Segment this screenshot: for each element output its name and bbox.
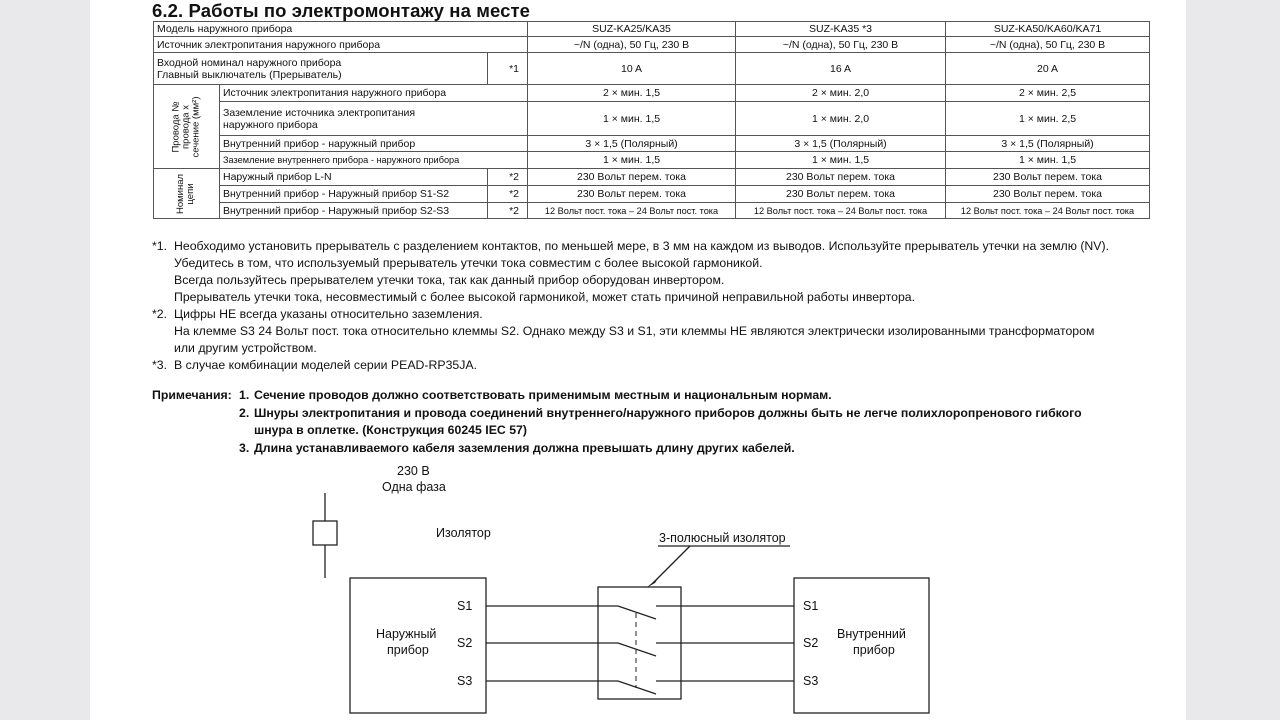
power-label: Источник электропитания наружного прибора bbox=[154, 37, 528, 53]
document-page bbox=[90, 0, 1186, 720]
wires-group-label bbox=[154, 85, 220, 169]
wire-row-label-line-1: Заземление источника электропитания bbox=[223, 106, 416, 119]
wire-row-label: Внутренний прибор - наружный прибор bbox=[220, 136, 528, 152]
footnotes bbox=[152, 238, 1162, 374]
footnote-line: Цифры НЕ всегда указаны относительно заземления. bbox=[174, 307, 483, 321]
isolator-box bbox=[313, 521, 337, 545]
breaker-label bbox=[154, 53, 488, 85]
wire-value: 2 × мин. 1,5 bbox=[528, 85, 736, 102]
wire-value: 1 × мин. 1,5 bbox=[736, 152, 946, 169]
remarks-heading: Примечания: bbox=[152, 388, 232, 402]
table-row bbox=[154, 169, 1150, 186]
wire-value: 1 × мин. 2,0 bbox=[736, 102, 946, 136]
footnote-mark: *2. bbox=[152, 307, 168, 321]
table-row bbox=[154, 37, 1150, 53]
wire-row-label-line-2: наружного прибора bbox=[223, 118, 318, 131]
model-1: SUZ-KA25/KA35 bbox=[528, 22, 736, 37]
remark-line: Сечение проводов должно соответствовать применимым местным и национальным нормам. bbox=[254, 388, 832, 402]
remark-item bbox=[239, 387, 1144, 405]
group2-line-1: Номинал bbox=[175, 173, 187, 214]
table-row bbox=[154, 152, 1150, 169]
breaker-label-line-2: Главный выключатель (Прерыватель) bbox=[157, 68, 342, 81]
circuit-value: 230 Вольт перем. тока bbox=[736, 169, 946, 186]
circuit-value: 230 Вольт перем. тока bbox=[946, 169, 1150, 186]
model-3: SUZ-KA50/KA60/KA71 bbox=[946, 22, 1150, 37]
circuit-row-label: Внутренний прибор - Наружный прибор S1-S2 bbox=[220, 186, 488, 203]
circuit-value: 12 Вольт пост. тока – 24 Вольт пост. тока bbox=[736, 203, 946, 219]
wire-value: 1 × мин. 2,5 bbox=[946, 102, 1150, 136]
wire-value: 1 × мин. 1,5 bbox=[528, 102, 736, 136]
table-row bbox=[154, 85, 1150, 102]
section-title: 6.2. Работы по электромонтажу на месте bbox=[152, 0, 531, 21]
circuit-value: 12 Вольт пост. тока – 24 Вольт пост. тока bbox=[528, 203, 736, 219]
table-row bbox=[154, 102, 1150, 136]
label-leader-arrowhead bbox=[646, 577, 659, 588]
circuit-mark: *2 bbox=[488, 203, 528, 219]
power-value-1: ~/N (одна), 50 Гц, 230 В bbox=[528, 37, 736, 53]
remark-item bbox=[239, 405, 1144, 440]
indoor-unit-label-1: Внутренний bbox=[837, 627, 906, 641]
switch-blade-2 bbox=[618, 643, 656, 656]
footnote-line: или другим устройством. bbox=[174, 341, 317, 355]
footnote-line: Убедитесь в том, что используемый прерыватель утечки тока совместим с более высокой гармоникой. bbox=[174, 256, 763, 270]
wire-value: 1 × мин. 1,5 bbox=[528, 152, 736, 169]
breaker-value-2: 16 A bbox=[736, 53, 946, 85]
switch-blade-1 bbox=[618, 606, 656, 619]
indoor-terminal-s3: S3 bbox=[803, 674, 819, 688]
table-row bbox=[154, 136, 1150, 152]
footnote-mark: *3. bbox=[152, 358, 168, 372]
breaker-mark: *1 bbox=[488, 53, 528, 85]
circuit-value: 230 Вольт перем. тока bbox=[528, 186, 736, 203]
remarks-list bbox=[239, 387, 1144, 457]
wiring-diagram bbox=[90, 455, 1186, 720]
indoor-terminal-s2: S2 bbox=[803, 636, 819, 650]
wire-row-label: Заземление внутреннего прибора - наружного прибора bbox=[220, 152, 528, 169]
footnote-line: В случае комбинации моделей серии PEAD-RP35JA. bbox=[174, 358, 478, 372]
circuit-row-label: Наружный прибор L-N bbox=[220, 169, 488, 186]
table-row bbox=[154, 53, 1150, 85]
circuit-mark: *2 bbox=[488, 169, 528, 186]
wire-value: 3 × 1,5 (Полярный) bbox=[736, 136, 946, 152]
outdoor-unit-label-1: Наружный bbox=[376, 627, 437, 641]
footnote-line: Прерыватель утечки тока, несовместимый с более высокой гармоникой, может стать причиной неправильной работы инвертора. bbox=[174, 290, 916, 304]
breaker-label-line-1: Входной номинал наружного прибора bbox=[157, 56, 342, 69]
model-2: SUZ-KA35 *3 bbox=[736, 22, 946, 37]
table-row bbox=[154, 203, 1150, 219]
outdoor-unit-label-2: прибор bbox=[387, 643, 429, 657]
wire-value: 1 × мин. 1,5 bbox=[946, 152, 1150, 169]
circuit-value: 12 Вольт пост. тока – 24 Вольт пост. тока bbox=[946, 203, 1150, 219]
wire-value: 2 × мин. 2,0 bbox=[736, 85, 946, 102]
footnote-1 bbox=[152, 238, 1162, 306]
table-row bbox=[154, 186, 1150, 203]
remark-number: 2. bbox=[239, 405, 250, 420]
circuit-value: 230 Вольт перем. тока bbox=[528, 169, 736, 186]
indoor-terminal-s1: S1 bbox=[803, 599, 819, 613]
model-label: Модель наружного прибора bbox=[154, 22, 528, 37]
wire-value: 3 × 1,5 (Полярный) bbox=[528, 136, 736, 152]
group2-line-2: цепи bbox=[185, 182, 197, 205]
remark-line: Длина устанавливаемого кабеля заземления должна превышать длину других кабелей. bbox=[254, 440, 795, 455]
remark-line: Шнуры электропитания и провода соединений внутреннего/наружного приборов должны быть не легче полихлоропренового гибкого bbox=[254, 405, 1082, 420]
footnote-3 bbox=[152, 357, 1162, 374]
breaker-value-1: 10 A bbox=[528, 53, 736, 85]
circuit-value: 230 Вольт перем. тока bbox=[736, 186, 946, 203]
diagram-drawing bbox=[90, 455, 1186, 720]
footnote-line: Всегда пользуйтесь прерывателем утечки тока, так как данный прибор оборудован инвертором. bbox=[174, 273, 725, 287]
group1-line-1: Провода № bbox=[170, 100, 182, 153]
group1-line-2: провода x bbox=[180, 104, 192, 149]
circuit-group-label bbox=[154, 169, 220, 219]
wiring-spec-table bbox=[153, 21, 1150, 219]
supply-voltage-label: 230 В bbox=[397, 464, 430, 478]
power-value-3: ~/N (одна), 50 Гц, 230 В bbox=[946, 37, 1150, 53]
outdoor-terminal-s2: S2 bbox=[457, 636, 473, 650]
wire-value: 2 × мин. 2,5 bbox=[946, 85, 1150, 102]
footnote-mark: *1. bbox=[152, 239, 168, 253]
remark-number: 3. bbox=[239, 440, 250, 455]
table-row bbox=[154, 22, 1150, 37]
circuit-group-text bbox=[177, 173, 197, 213]
isolator-label: Изолятор bbox=[436, 526, 491, 540]
remark-line: шнура в оплетке. (Конструкция 60245 IEC 57) bbox=[254, 423, 527, 437]
outdoor-terminal-s3: S3 bbox=[457, 674, 473, 688]
remark-number: 1. bbox=[239, 388, 250, 402]
circuit-row-label: Внутренний прибор - Наружный прибор S2-S3 bbox=[220, 203, 488, 219]
wire-value: 3 × 1,5 (Полярный) bbox=[946, 136, 1150, 152]
three-pole-isolator-label: 3-полюсный изолятор bbox=[659, 531, 786, 545]
circuit-value: 230 Вольт перем. тока bbox=[946, 186, 1150, 203]
footnote-line: На клемме S3 24 Вольт пост. тока относительно клеммы S2. Однако между S3 и S1, эти клеммы НЕ являются электрически изолированными трансформатором bbox=[174, 324, 1095, 338]
power-value-2: ~/N (одна), 50 Гц, 230 В bbox=[736, 37, 946, 53]
wire-row-label: Источник электропитания наружного прибора bbox=[220, 85, 528, 102]
footnote-2 bbox=[152, 306, 1162, 357]
supply-phase-label: Одна фаза bbox=[382, 480, 446, 494]
footnote-line: Необходимо установить прерыватель с разделением контактов, по меньшей мере, в 3 мм на каждом из выводов. Используйте прерыватель утечки на землю (NV). bbox=[174, 239, 1110, 253]
wires-group-text bbox=[171, 96, 201, 157]
outdoor-terminal-s1: S1 bbox=[457, 599, 473, 613]
indoor-unit-label-2: прибор bbox=[853, 643, 895, 657]
breaker-value-3: 20 A bbox=[946, 53, 1150, 85]
circuit-mark: *2 bbox=[488, 186, 528, 203]
wire-row-label bbox=[220, 102, 528, 136]
group1-line-3: сечение (мм²) bbox=[190, 96, 202, 157]
switch-blade-3 bbox=[618, 681, 656, 694]
